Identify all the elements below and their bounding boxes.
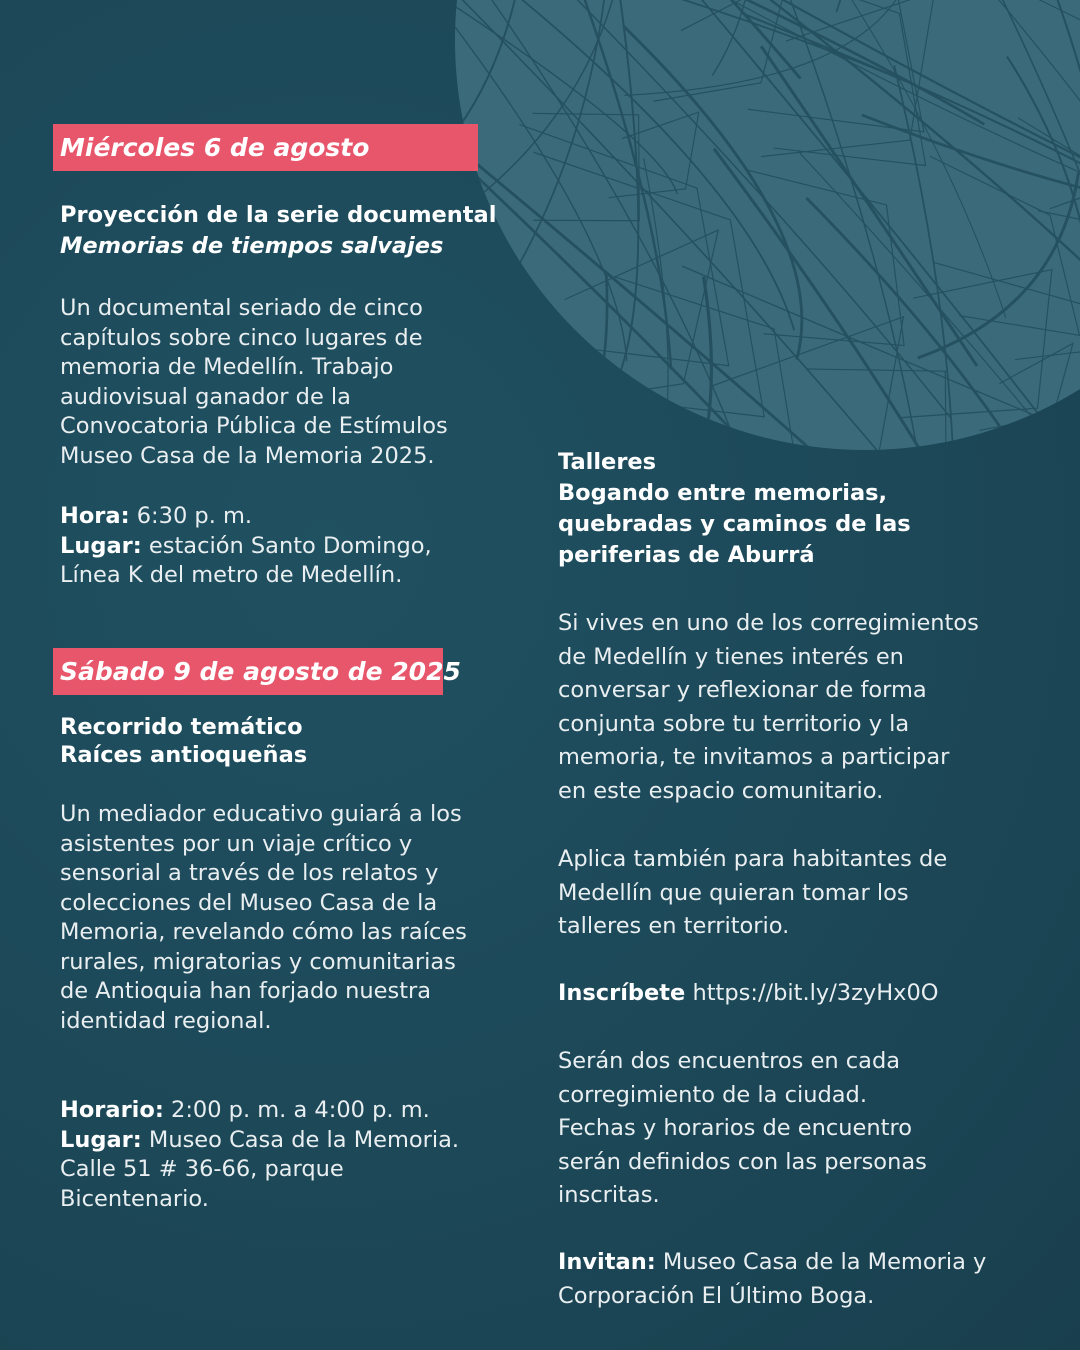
event2-hour-value: 2:00 p. m. a 4:00 p. m. — [171, 1097, 430, 1123]
event3-title-line4: periferias de Aburrá — [558, 542, 815, 568]
event1-place-value-2: Línea K del metro de Medellín. — [60, 562, 403, 588]
event3-p1-line: conversar y reflexionar de forma — [558, 677, 927, 703]
event3-p1-line: conjunta sobre tu territorio y la — [558, 710, 910, 737]
event2-desc-line: sensorial a través de los relatos y — [60, 860, 439, 886]
event3-p1-line: Si vives en uno de los corregimientos — [558, 610, 979, 636]
invite-label: Invitan: — [558, 1249, 656, 1275]
event3-paragraph2 — [558, 843, 947, 944]
event3-register — [558, 977, 938, 1011]
event2-date-tag: Sábado 9 de agosto de 2025 — [53, 648, 443, 695]
event3-title — [558, 447, 911, 571]
invite-value: Museo Casa de la Memoria y — [662, 1249, 987, 1275]
event2-title-line1: Recorrido temático — [60, 714, 303, 740]
event3-title-line1: Talleres — [558, 449, 657, 475]
register-label: Inscríbete — [558, 980, 686, 1006]
event1-hour-value: 6:30 p. m. — [136, 503, 253, 529]
event2-place-label: Lugar: — [60, 1126, 142, 1153]
event3-p2-line: talleres en territorio. — [558, 913, 790, 939]
event3-p2-line: Aplica también para habitantes de — [558, 846, 948, 872]
event2-desc-line: Un mediador educativo guiará a los — [60, 801, 462, 827]
event3-paragraph3 — [558, 1045, 927, 1213]
event2-desc-line: rurales, migratorias y comunitarias — [60, 948, 456, 975]
event2-desc-line: colecciones del Museo Casa de la — [60, 889, 438, 916]
event3-title-line2: Bogando entre memorias, — [558, 480, 888, 506]
event1-desc-line: Museo Casa de la Memoria 2025. — [60, 442, 435, 469]
event2-place-value-3: Bicentenario. — [60, 1185, 209, 1212]
event3-p2-line: Medellín que quieran tomar los — [558, 879, 909, 906]
event3-p1-line: de Medellín y tienes interés en — [558, 643, 904, 670]
event2-desc-line: Memoria, revelando cómo las raíces — [60, 919, 467, 945]
event1-hour-label: Hora: — [60, 503, 130, 529]
event3-p1-line: en este espacio comunitario. — [558, 777, 884, 804]
register-link[interactable]: https://bit.ly/3zyHx0O — [692, 980, 939, 1006]
event1-description — [60, 294, 448, 471]
event1-date-tag: Miércoles 6 de agosto — [53, 124, 478, 171]
event1-desc-line: Un documental seriado de cinco — [60, 295, 423, 321]
event3-p1-line: memoria, te invitamos a participar — [558, 744, 950, 770]
event1-details — [60, 502, 432, 591]
event1-desc-line: memoria de Medellín. Trabajo — [60, 354, 394, 380]
event2-title-line2: Raíces antioqueñas — [60, 742, 308, 768]
event2-hour-label: Horario: — [60, 1097, 164, 1123]
event1-desc-line: capítulos sobre cinco lugares de — [60, 324, 423, 351]
event3-title-line3: quebradas y caminos de las — [558, 511, 911, 537]
city-map-graphic — [455, 0, 1080, 450]
event1-title-line2: Memorias de tiempos salvajes — [60, 233, 444, 259]
event1-title-line1: Proyección de la serie documental — [60, 202, 497, 228]
event1-title — [60, 200, 496, 262]
event2-place-value-2: Calle 51 # 36-66, parque — [60, 1156, 344, 1182]
event2-desc-line: identidad regional. — [60, 1007, 272, 1034]
event3-paragraph1 — [558, 607, 979, 808]
event2-desc-line: asistentes por un viaje crítico y — [60, 830, 413, 857]
event1-place-label: Lugar: — [60, 532, 142, 559]
event2-details — [60, 1096, 459, 1214]
event3-p3-line: Fechas y horarios de encuentro — [558, 1115, 912, 1141]
event1-desc-line: audiovisual ganador de la — [60, 383, 351, 410]
event1-place-value: estación Santo Domingo, — [148, 532, 432, 559]
event3-p3-line: corregimiento de la ciudad. — [558, 1081, 867, 1108]
event2-title — [60, 713, 307, 769]
map-street-line — [455, 343, 463, 450]
event3-p3-line: serán definidos con las personas — [558, 1148, 927, 1175]
event2-place-value: Museo Casa de la Memoria. — [148, 1126, 460, 1153]
event1-desc-line: Convocatoria Pública de Estímulos — [60, 413, 448, 439]
event2-desc-line: de Antioquia han forjado nuestra — [60, 978, 432, 1004]
event2-description — [60, 800, 467, 1036]
event3-invite — [558, 1246, 986, 1313]
event3-p3-line: Serán dos encuentros en cada — [558, 1048, 901, 1074]
event3-p3-line: inscritas. — [558, 1182, 660, 1208]
invite-value-2: Corporación El Último Boga. — [558, 1282, 875, 1309]
